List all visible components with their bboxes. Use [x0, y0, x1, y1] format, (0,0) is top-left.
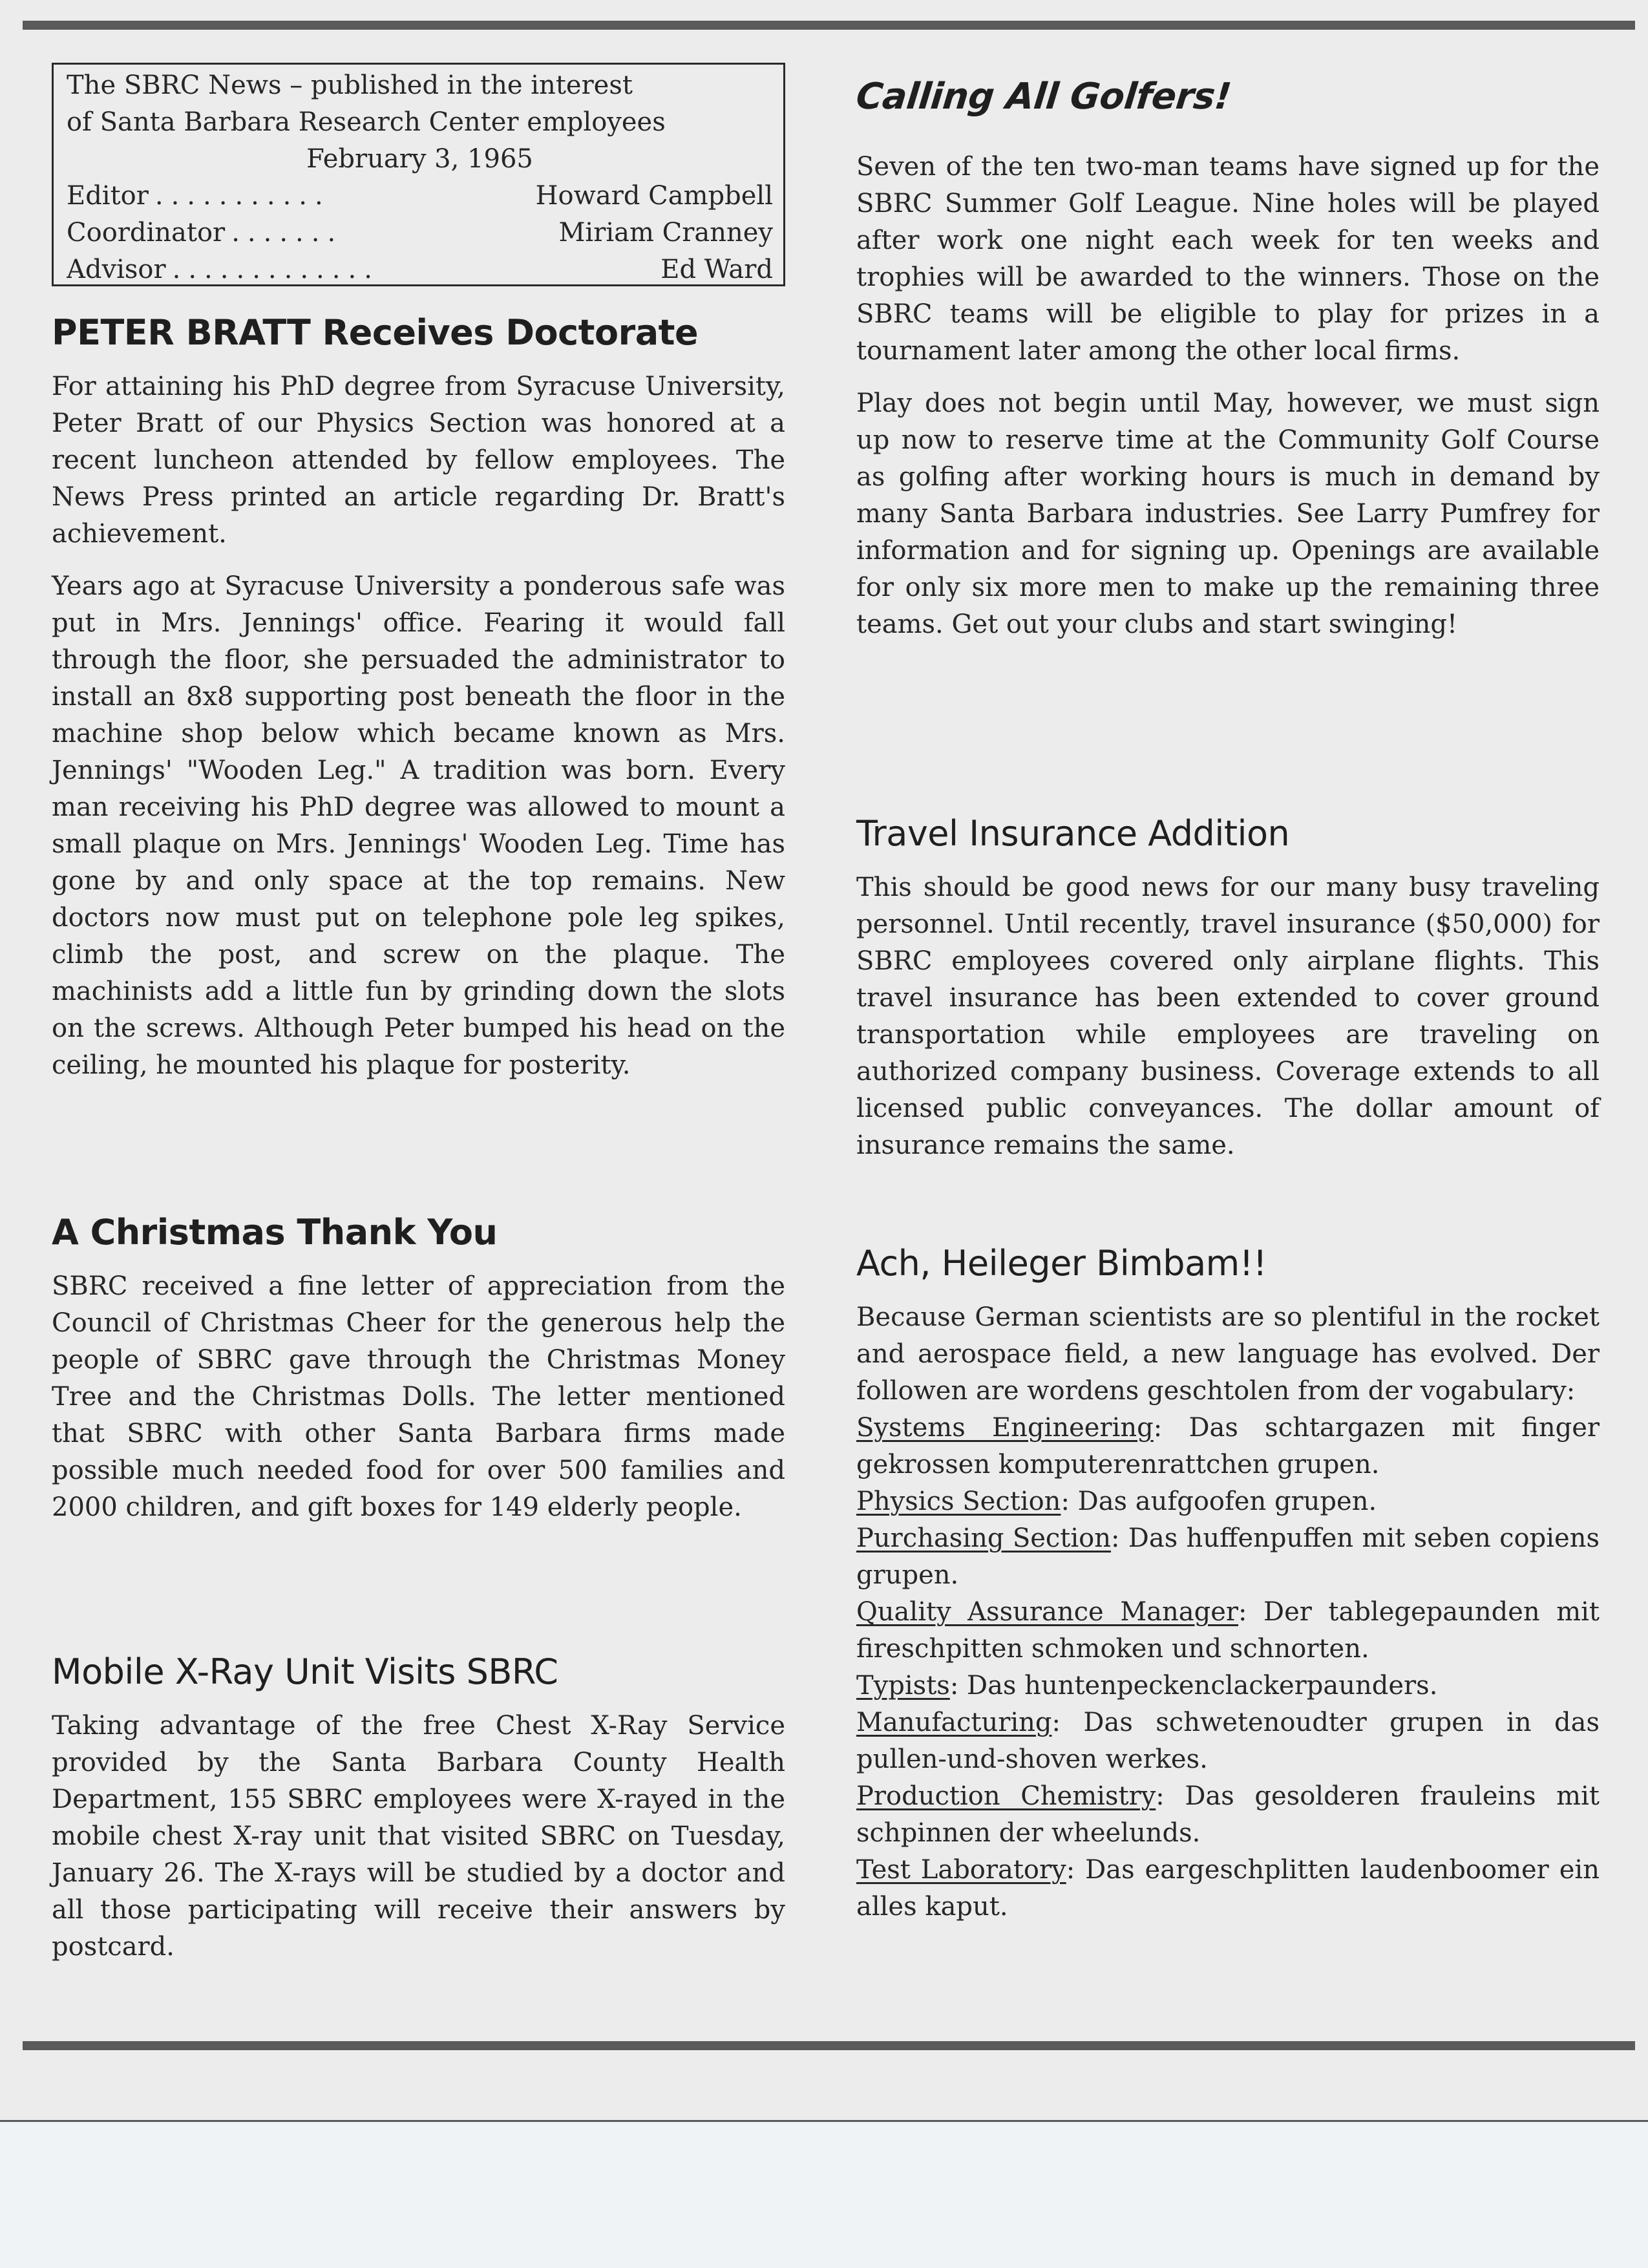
bottom-rule	[23, 2041, 1635, 2050]
glossary-definition: Das aufgoofen grupen.	[1077, 1487, 1377, 1516]
headline: PETER BRATT Receives Doctorate	[52, 312, 699, 353]
glossary-definition: Das eargeschplitten laudenboomer ein alles kaput.	[856, 1855, 1600, 1922]
glossary-term: Quality Assurance Manager	[856, 1597, 1239, 1627]
paragraph: Years ago at Syracuse University a ponderous safe was put in Mrs. Jennings' office. Fearing it would fall through the floor, she persuaded the administrator to install an 8x8 supporting post beneath the floor in the machine shop below which became known as Mrs. Jennings' "Wooden Leg." A tradition was born. Every man receiving his PhD degree was allowed to mount a small plaque on Mrs. Jennings' Wooden Leg. Time has gone by and only space at the top remains. New doctors now must put on telephone pole leg spikes, climb the post, and screw on the plaque. The machinists add a little fun by grinding down the slots on the screws. Although Peter bumped his head on the ceiling, he mounted his plaque for posterity.	[52, 571, 785, 1080]
glossary-term: Physics Section	[856, 1487, 1061, 1516]
leader-dots: ...........	[154, 181, 331, 211]
glossary-term: Manufacturing	[856, 1708, 1052, 1737]
glossary-entry: Purchasing Section: Das huffenpuffen mit seben copiens grupen.	[856, 1523, 1600, 1590]
headline: Travel Insurance Addition	[856, 813, 1290, 854]
glossary-entry: Systems Engineering: Das schtargazen mit finger gekrossen komputerenrattchen grupen.	[856, 1413, 1600, 1479]
headline: Ach, Heileger Bimbam!!	[856, 1243, 1267, 1284]
paragraph: SBRC received a fine letter of appreciation from the Council of Christmas Cheer for the generous help the people of SBRC gave through the Christmas Money Tree and the Christmas Dolls. The letter mentioned that SBRC with other Santa Barbara firms made possible much needed food for over 500 families and 2000 children, and gift boxes for 149 elderly people.	[52, 1271, 785, 1522]
paragraph: Seven of the ten two-man teams have signed up for the SBRC Summer Golf League. Nine holes will be played after work one night each week for ten weeks and trophies will be awarded to the winners. Those on the SBRC teams will be eligible to play for prizes in a tournament later among the other local firms.	[856, 152, 1600, 366]
paragraph: Play does not begin until May, however, we must sign up now to reserve time at the Community Golf Course as golfing after working hours is much in demand by many Santa Barbara industries. See Larry Pumfrey for information and for signing up. Openings are available for only six more men to make up the remaining three teams. Get out your clubs and start swinging!	[856, 388, 1600, 639]
masthead-line-2: of Santa Barbara Research Center employees	[67, 107, 666, 137]
glossary-entry: Quality Assurance Manager: Der tablegepaunden mit fireschpitten schmoken und schnorten.	[856, 1597, 1600, 1664]
glossary-term: Production Chemistry	[856, 1781, 1156, 1811]
top-rule	[23, 21, 1635, 30]
staff-coordinator	[67, 215, 773, 251]
glossary-definition: Der tablegepaunden mit fireschpitten schmoken und schnorten.	[856, 1597, 1600, 1664]
article-golfers	[856, 74, 1600, 643]
masthead-date: February 3, 1965	[306, 144, 533, 174]
article-travel-insurance	[856, 811, 1600, 1164]
staff-name: Miriam Cranney	[558, 218, 773, 248]
staff-editor	[67, 178, 773, 215]
glossary-entry: Typists: Das huntenpeckenclackerpaunders.	[856, 1671, 1438, 1701]
glossary-entry: Physics Section: Das aufgoofen grupen.	[856, 1487, 1377, 1516]
glossary-term: Purchasing Section	[856, 1523, 1111, 1553]
paragraph: This should be good news for our many busy traveling personnel. Until recently, travel insurance ($50,000) for SBRC employees covered only airplane flights. This travel insurance has been extended to cover ground transportation while employees are traveling on authorized company business. Coverage extends to all licensed public conveyances. The dollar amount of insurance remains the same.	[856, 873, 1600, 1160]
glossary-definition: Das schwetenoudter grupen in das pullen-und-shoven werkes.	[856, 1708, 1600, 1774]
paragraph: For attaining his PhD degree from Syracuse University, Peter Bratt of our Physics Section was honored at a recent luncheon attended by fellow employees. The News Press printed an article regarding Dr. Bratt's achievement.	[52, 372, 785, 549]
leader-dots: .......	[231, 218, 344, 248]
article-bratt-doctorate	[52, 310, 785, 1084]
article-mobile-xray	[52, 1649, 785, 1966]
glossary-definition: Das gesolderen frauleins mit schpinnen der wheelunds.	[856, 1781, 1600, 1848]
glossary-term: Test Laboratory	[856, 1855, 1066, 1885]
staff-role: Advisor	[67, 255, 166, 284]
glossary-definition: Das huffenpuffen mit seben copiens grupen.	[856, 1523, 1600, 1590]
glossary-term: Typists	[856, 1671, 950, 1701]
headline: Mobile X-Ray Unit Visits SBRC	[52, 1651, 558, 1692]
article-christmas-thank-you	[52, 1210, 785, 1526]
staff-role: Coordinator	[67, 218, 226, 248]
leader-dots: .............	[172, 255, 380, 284]
masthead-box	[52, 63, 785, 286]
headline: Calling All Golfers!	[854, 76, 1234, 118]
glossary-definition: Das schtargazen mit finger gekrossen komputerenrattchen grupen.	[856, 1413, 1600, 1479]
glossary-entry: Test Laboratory: Das eargeschplitten laudenboomer ein alles kaput.	[856, 1855, 1600, 1922]
staff-role: Editor	[67, 181, 149, 211]
staff-name: Howard Campbell	[535, 181, 773, 211]
glossary-entry: Production Chemistry: Das gesolderen frauleins mit schpinnen der wheelunds.	[856, 1781, 1600, 1848]
staff-advisor	[67, 251, 773, 288]
masthead-line-1: The SBRC News – published in the interest	[67, 70, 633, 100]
paragraph: Because German scientists are so plentiful in the rocket and aerospace field, a new language has evolved. Der followen are wordens geschtolen from der vogabulary:	[856, 1302, 1600, 1406]
headline: A Christmas Thank You	[52, 1212, 498, 1253]
paragraph: Taking advantage of the free Chest X-Ray Service provided by the Santa Barbara County Health Department, 155 SBRC employees were X-rayed in the mobile chest X-ray unit that visited SBRC on Tuesday, January 26. The X-rays will be studied by a doctor and all those participating will receive their answers by postcard.	[52, 1711, 785, 1962]
article-heileger-bimbam	[856, 1241, 1600, 1925]
glossary-entry: Manufacturing: Das schwetenoudter grupen in das pullen-und-shoven werkes.	[856, 1708, 1600, 1774]
glossary-definition: Das huntenpeckenclackerpaunders.	[967, 1671, 1438, 1701]
staff-name: Ed Ward	[660, 255, 773, 284]
glossary-term: Systems Engineering	[856, 1413, 1154, 1443]
